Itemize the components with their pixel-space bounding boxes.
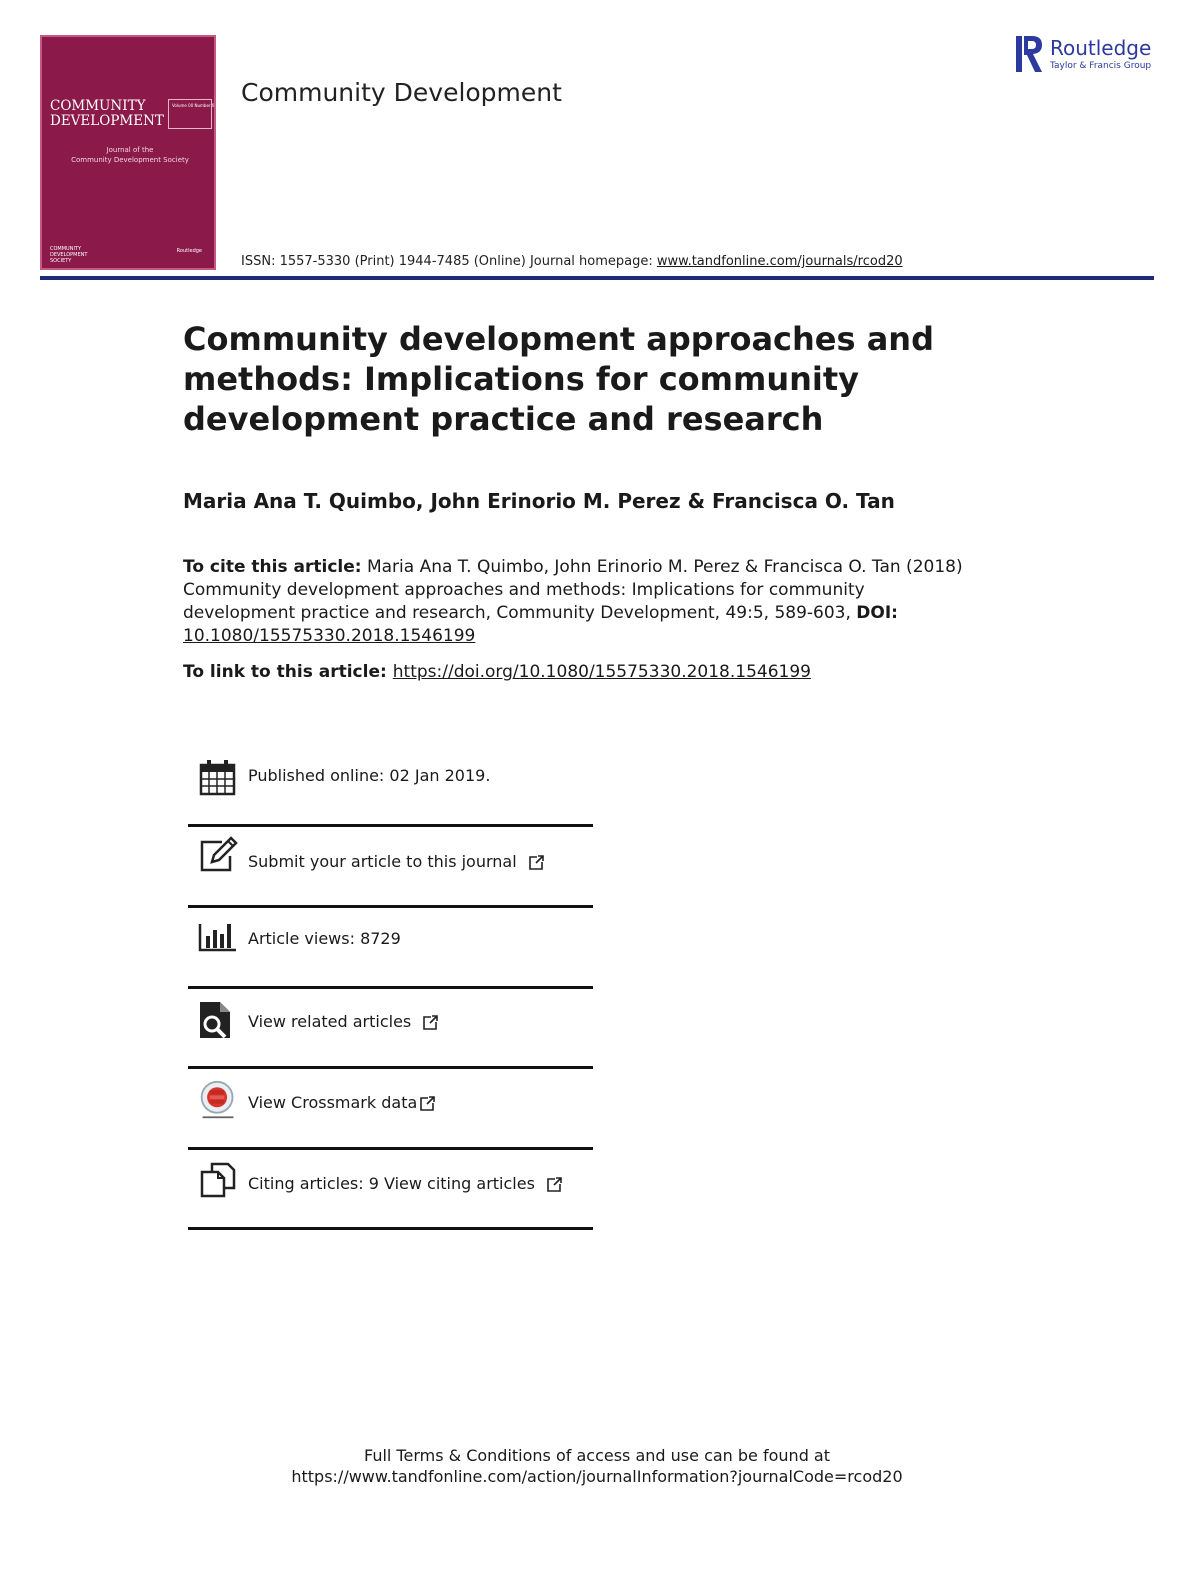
crossmark-row[interactable] [188, 1080, 593, 1124]
citation-block [183, 556, 963, 648]
article-doi-link[interactable]: https://doi.org/10.1080/15575330.2018.1546199 [392, 662, 811, 682]
terms-url[interactable]: https://www.tandfonline.com/action/journalInformation?journalCode=rcod20 [291, 1467, 903, 1486]
crossmark-link[interactable] [248, 1093, 436, 1112]
publisher-name: Routledge [1050, 36, 1152, 60]
cite-text: Maria Ana T. Quimbo, John Erinorio M. Perez & Francisca O. Tan (2018) Community development approaches and methods: Implications for community development practice and research, Community Development, 49:5, 589-603, [183, 557, 963, 623]
article-views-text: Article views: 8729 [248, 929, 401, 948]
info-divider [188, 1227, 593, 1230]
link-label: To link to this article: [183, 662, 387, 682]
journal-homepage-link[interactable]: www.tandfonline.com/journals/rcod20 [656, 254, 903, 269]
publisher-logo [1014, 34, 1164, 74]
terms-footer [0, 1445, 1194, 1487]
article-title: Community development approaches and methods: Implications for community development practice and research [183, 320, 934, 438]
info-divider [188, 824, 593, 827]
info-divider [188, 986, 593, 989]
info-divider [188, 1147, 593, 1150]
related-articles-row[interactable] [188, 1000, 593, 1042]
routledge-r-icon [1014, 34, 1044, 74]
external-link-icon [419, 1095, 436, 1112]
related-articles-label: View related articles [248, 1012, 412, 1031]
published-text: Published online: 02 Jan 2019. [248, 766, 491, 785]
calendar-icon [198, 758, 238, 798]
copy-documents-icon [198, 1160, 238, 1200]
document-search-icon [198, 1000, 238, 1040]
crossmark-icon [198, 1080, 238, 1120]
journal-name: Community Development [241, 78, 562, 107]
cover-publisher-logo: Routledge [176, 248, 202, 254]
citing-articles-link[interactable] [248, 1174, 563, 1193]
external-link-icon [546, 1176, 563, 1193]
external-link-icon [528, 854, 545, 871]
cover-subtitle: Journal of the Community Development Society [71, 146, 189, 164]
cover-title-line1: COMMUNITY [50, 98, 146, 114]
bar-chart-icon [198, 918, 238, 958]
external-link-icon [422, 1014, 439, 1031]
article-views-row [188, 918, 593, 958]
cite-doi-link[interactable]: 10.1080/15575330.2018.1546199 [183, 626, 476, 646]
cover-title [50, 99, 164, 129]
journal-cover [40, 35, 240, 270]
terms-line: Full Terms & Conditions of access and use can be found at [363, 1446, 831, 1465]
submit-article-label: Submit your article to this journal [248, 852, 517, 871]
cover-issue-box: Volume 00 Number 0 Month 0000 [168, 99, 212, 129]
submit-article-link[interactable] [248, 852, 545, 871]
header-rule [40, 276, 1154, 280]
publisher-tagline: Taylor & Francis Group [1050, 61, 1152, 71]
submit-article-row[interactable] [188, 836, 593, 886]
edit-icon [198, 836, 238, 876]
cite-doi-label: DOI: [856, 603, 898, 623]
issn-text: ISSN: 1557-5330 (Print) 1944-7485 (Online) Journal homepage: [241, 254, 657, 269]
cover-society-logo: COMMUNITY DEVELOPMENT SOCIETY [50, 246, 88, 264]
cover-footer [50, 244, 208, 262]
citing-articles-label: Citing articles: 9 View citing articles [248, 1174, 535, 1193]
cover-title-line2: DEVELOPMENT [50, 113, 164, 129]
citing-articles-row[interactable] [188, 1160, 593, 1202]
article-link-line [183, 662, 811, 682]
info-divider [188, 1066, 593, 1069]
cite-label: To cite this article: [183, 557, 362, 577]
info-divider [188, 905, 593, 908]
related-articles-link[interactable] [248, 1012, 439, 1031]
article-authors: Maria Ana T. Quimbo, John Erinorio M. Perez & Francisca O. Tan [183, 489, 895, 513]
published-row [188, 756, 593, 796]
issn-line [241, 254, 903, 269]
crossmark-label: View Crossmark data [248, 1093, 418, 1112]
